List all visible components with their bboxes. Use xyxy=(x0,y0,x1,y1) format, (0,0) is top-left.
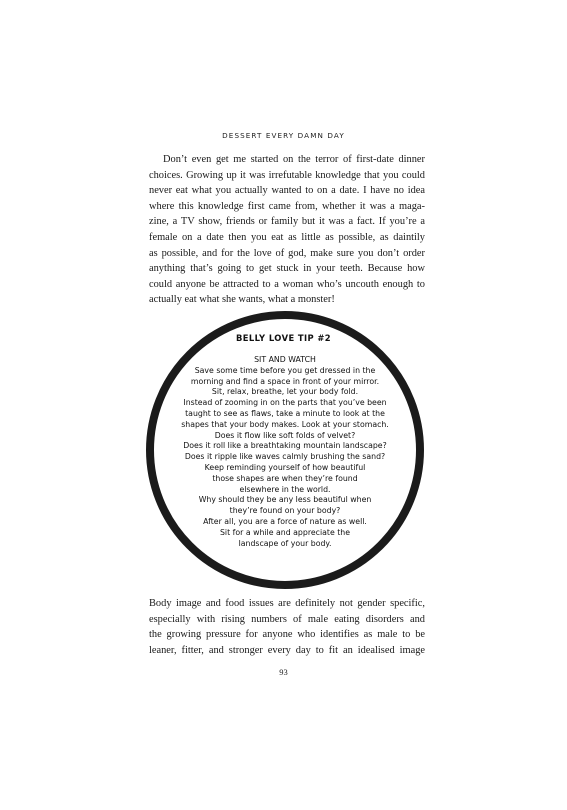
tip-title: BELLY LOVE TIP #2 xyxy=(235,333,332,343)
tip-line: Does it flow like soft folds of velvet? xyxy=(214,430,356,440)
text-line: leaner, fitter, and stronger every day to fit an idealised image xyxy=(149,644,425,656)
text-line: never eat what you actually wanted to on a date. I have no idea xyxy=(149,185,425,197)
text-line: Body image and food issues are definitely not gender specific, xyxy=(149,598,425,609)
tip-body xyxy=(150,355,420,549)
text-line: Don’t even get me started on the terror of first-date dinner xyxy=(163,154,425,165)
running-head: DESSERT EVERY DAMN DAY xyxy=(222,131,345,140)
tip-line: they’re found on your body? xyxy=(229,506,341,516)
text-line: zine, a TV show, friends or family but it was a fact. If you’re a xyxy=(149,216,425,228)
tip-line: Does it roll like a breathtaking mountain landscape? xyxy=(183,441,387,451)
tip-line: taught to see as flaws, take a minute to look at the xyxy=(185,408,385,418)
tip-line: After all, you are a force of nature as well. xyxy=(203,516,367,526)
tip-line: those shapes are when they’re found xyxy=(212,473,358,483)
text-line: female on a date then you eat as little as possible, as daintily xyxy=(149,231,425,243)
tip-line: morning and find a space in front of your mirror. xyxy=(190,376,380,386)
tip-line: Save some time before you get dressed in the xyxy=(194,365,376,375)
body-paragraph-1 xyxy=(149,152,425,308)
text-line: choices. Growing up it was irrefutable knowledge that you could xyxy=(149,169,425,181)
text-line: where this knowledge first came from, whether it was a maga- xyxy=(149,200,425,212)
text-line: the growing pressure for anyone who identifies as male to be xyxy=(149,629,425,641)
tip-line: Sit for a while and appreciate the xyxy=(219,527,351,537)
tip-line: Does it ripple like waves calmly brushing the sand? xyxy=(184,452,386,462)
tip-line: landscape of your body. xyxy=(238,538,332,548)
page-number: 93 xyxy=(279,667,288,677)
text-line: anything that’s going to get stuck in your teeth. Because how xyxy=(149,263,425,275)
text-line: as possible, and for the love of god, make sure you don’t order xyxy=(149,247,425,259)
tip-subtitle: SIT AND WATCH xyxy=(254,355,316,364)
tip-line: Sit, relax, breathe, let your body fold. xyxy=(211,387,359,397)
tip-line: Instead of zooming in on the parts that you’ve been xyxy=(183,398,387,408)
tip-line: shapes that your body makes. Look at your stomach. xyxy=(181,419,389,429)
tip-line: Why should they be any less beautiful when xyxy=(198,495,372,505)
tip-line: Keep reminding yourself of how beautiful xyxy=(204,462,366,472)
text-line: actually eat what she wants, what a monster! xyxy=(149,294,335,306)
body-paragraph-2 xyxy=(149,596,425,658)
tip-line: elsewhere in the world. xyxy=(239,484,331,494)
text-line: especially with rising numbers of male eating disorders and xyxy=(149,613,425,625)
text-line: could anyone be attracted to a woman who’s uncouth enough to xyxy=(149,278,425,290)
